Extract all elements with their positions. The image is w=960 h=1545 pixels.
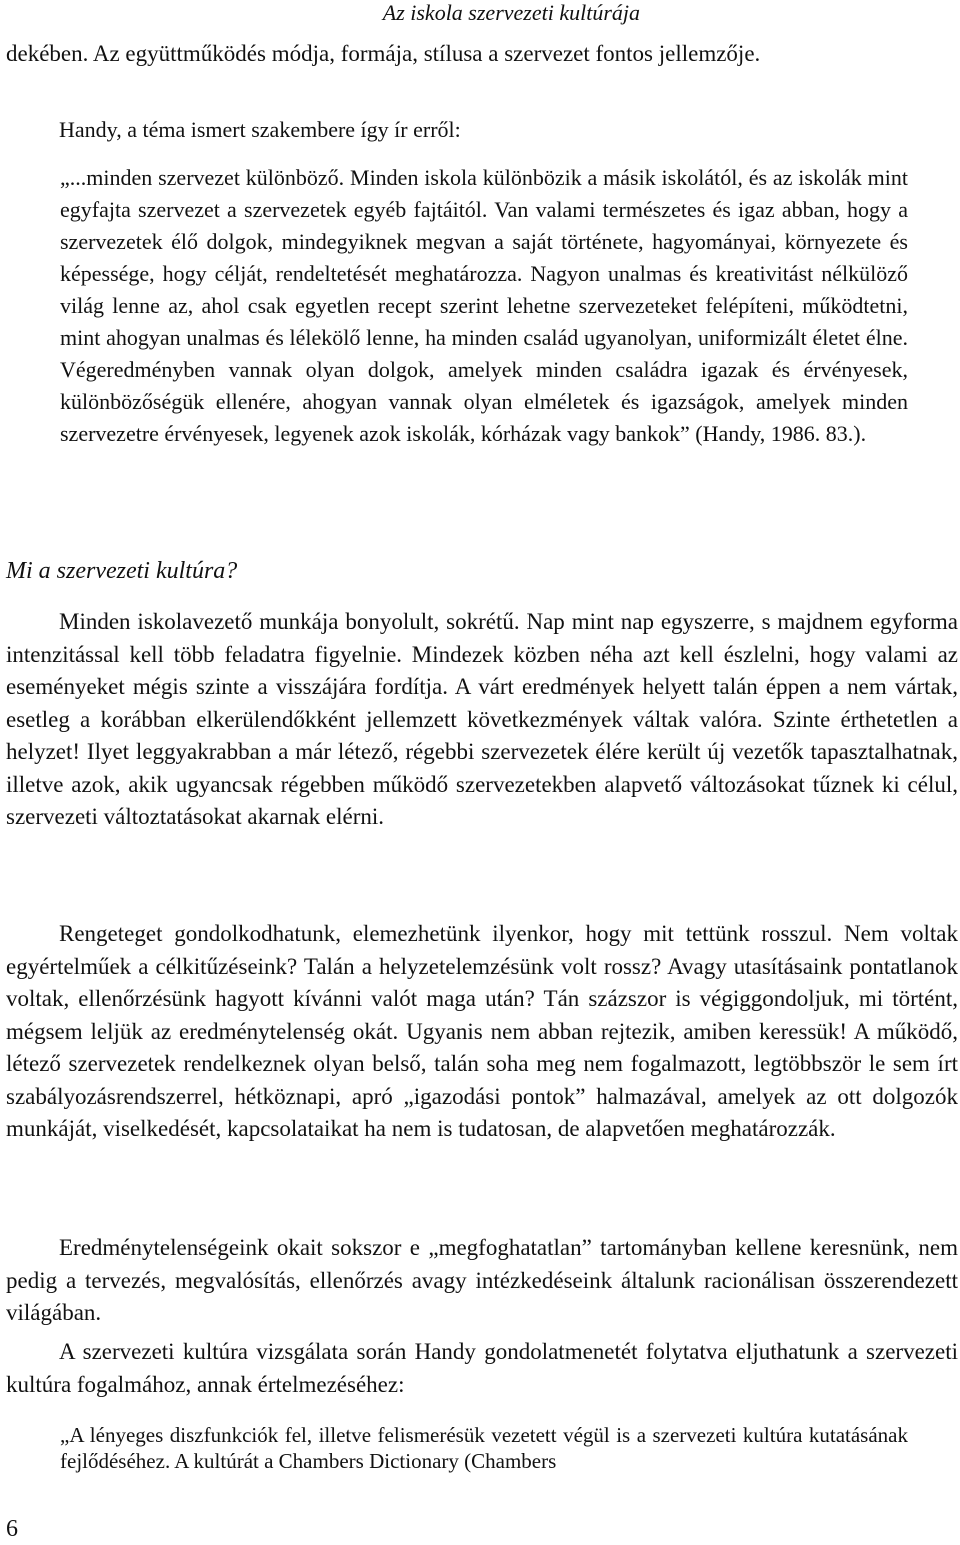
body-paragraph-4: A szervezeti kultúra vizsgálata során Handy gondolatmenetét folytatva eljuthatunk a szervezeti kultúra fogalmához, annak értelmezéséhez: [6,1339,958,1397]
page-number: 6 [6,1516,18,1542]
body-paragraph-1: Minden iskolavezető munkája bonyolult, sokrétű. Nap mint nap egyszerre, s majdnem egyforma intenzitással kell több feladatra figyelnie. Mindezek közben néha azt kell észlelni, hogy valami az eseményeket mégis szinte a visszájára fordítja. A várt eredmények helyett talán éppen a nem vártak, esetleg a korábban elkerülendőkként jellemzett következmények váltak valóra. Szinte érthetetlen a helyzet! Ilyet leggyakrabban a már létező, régebbi szervezetek élére került új vezetők tapasztalhatnak, illetve azok, akik ugyancsak régebben működő szervezetekben alapvető változásokat tűznek ki célul, szervezeti változtatásokat akarnak elérni. [6,609,958,829]
intro-paragraph: dekében. Az együttműködés módja, formája, stílusa a szervezet fontos jellemzője. [6,41,761,66]
body-paragraph-2: Rengeteget gondolkodhatunk, elemezhetünk ilyenkor, hogy mit tettünk rosszul. Nem voltak egyértelműek a célkitűzéseink? Talán a helyzetelemzésünk volt rossz? Avagy utasításaink pontatlanok voltak, ellenőrzésünk hagyott kívánni valót maga után? Tán százszor is végiggondoljuk, mi történt, mégsem leljük az eredménytelenség okát. Ugyanis nem abban rejtezik, amiben keressük! A működő, létező szervezetek rendelkeznek olyan belső, talán soha meg nem fogalmazott, legtöbbször le sem írt szabályozásrendszerrel, hétköznapi, apró „igazodási pontok” halmazával, amelyek az ott dolgozók munkáját, viselkedését, kapcsolataikat ha nem is tudatosan, de alapvetően meghatározzák. [6,921,958,1141]
closing-quote: „A lényeges diszfunkciók fel, illetve felismerésük vezetett végül is a szervezeti kultúra kutatásának fejlődéséhez. A kultúrát a Chambers Dictionary (Chambers [60,1423,908,1473]
block-quote: „...minden szervezet különböző. Minden iskola különbözik a másik iskolától, és az iskolák mint egyfajta szervezet a szervezetek egyéb fajtáitól. Van valami természetes és igaz abban, hogy a szervezetek élő dolgok, mindegyiknek megvan a saját története, hagyományai, környezete és képessége, hogy célját, rendeltetését meghatározza. Nagyon unalmas és kreativitást nélkülöző világ lenne az, ahol csak egyetlen recept szerint lehetne szervezeteket felépíteni, működtetni, mint ahogyan unalmas és lélekölő lenne, ha minden család ugyanolyan, uniformizált életet élne. Végeredményben vannak olyan dolgok, amelyek minden családra igazak és érvényesek, különbözőségük ellenére, ahogyan vannak olyan elméletek és igazságok, amelyek minden szervezetre érvényesek, legyenek azok iskolák, kórházak vagy bankok” (Handy, 1986. 83.). [60,165,908,446]
quote-intro: Handy, a téma ismert szakembere így ír erről: [59,117,461,142]
section-heading: Mi a szervezeti kultúra? [6,558,238,584]
body-paragraph-3: Eredménytelenségeink okait sokszor e „megfoghatatlan” tartományban kellene keresnünk, nem pedig a tervezés, megvalósítás, ellenőrzés avagy intézkedéseink általunk racionálisan összerendezett világában. [6,1235,958,1325]
running-header-title: Az iskola szervezeti kultúrája [382,0,640,25]
